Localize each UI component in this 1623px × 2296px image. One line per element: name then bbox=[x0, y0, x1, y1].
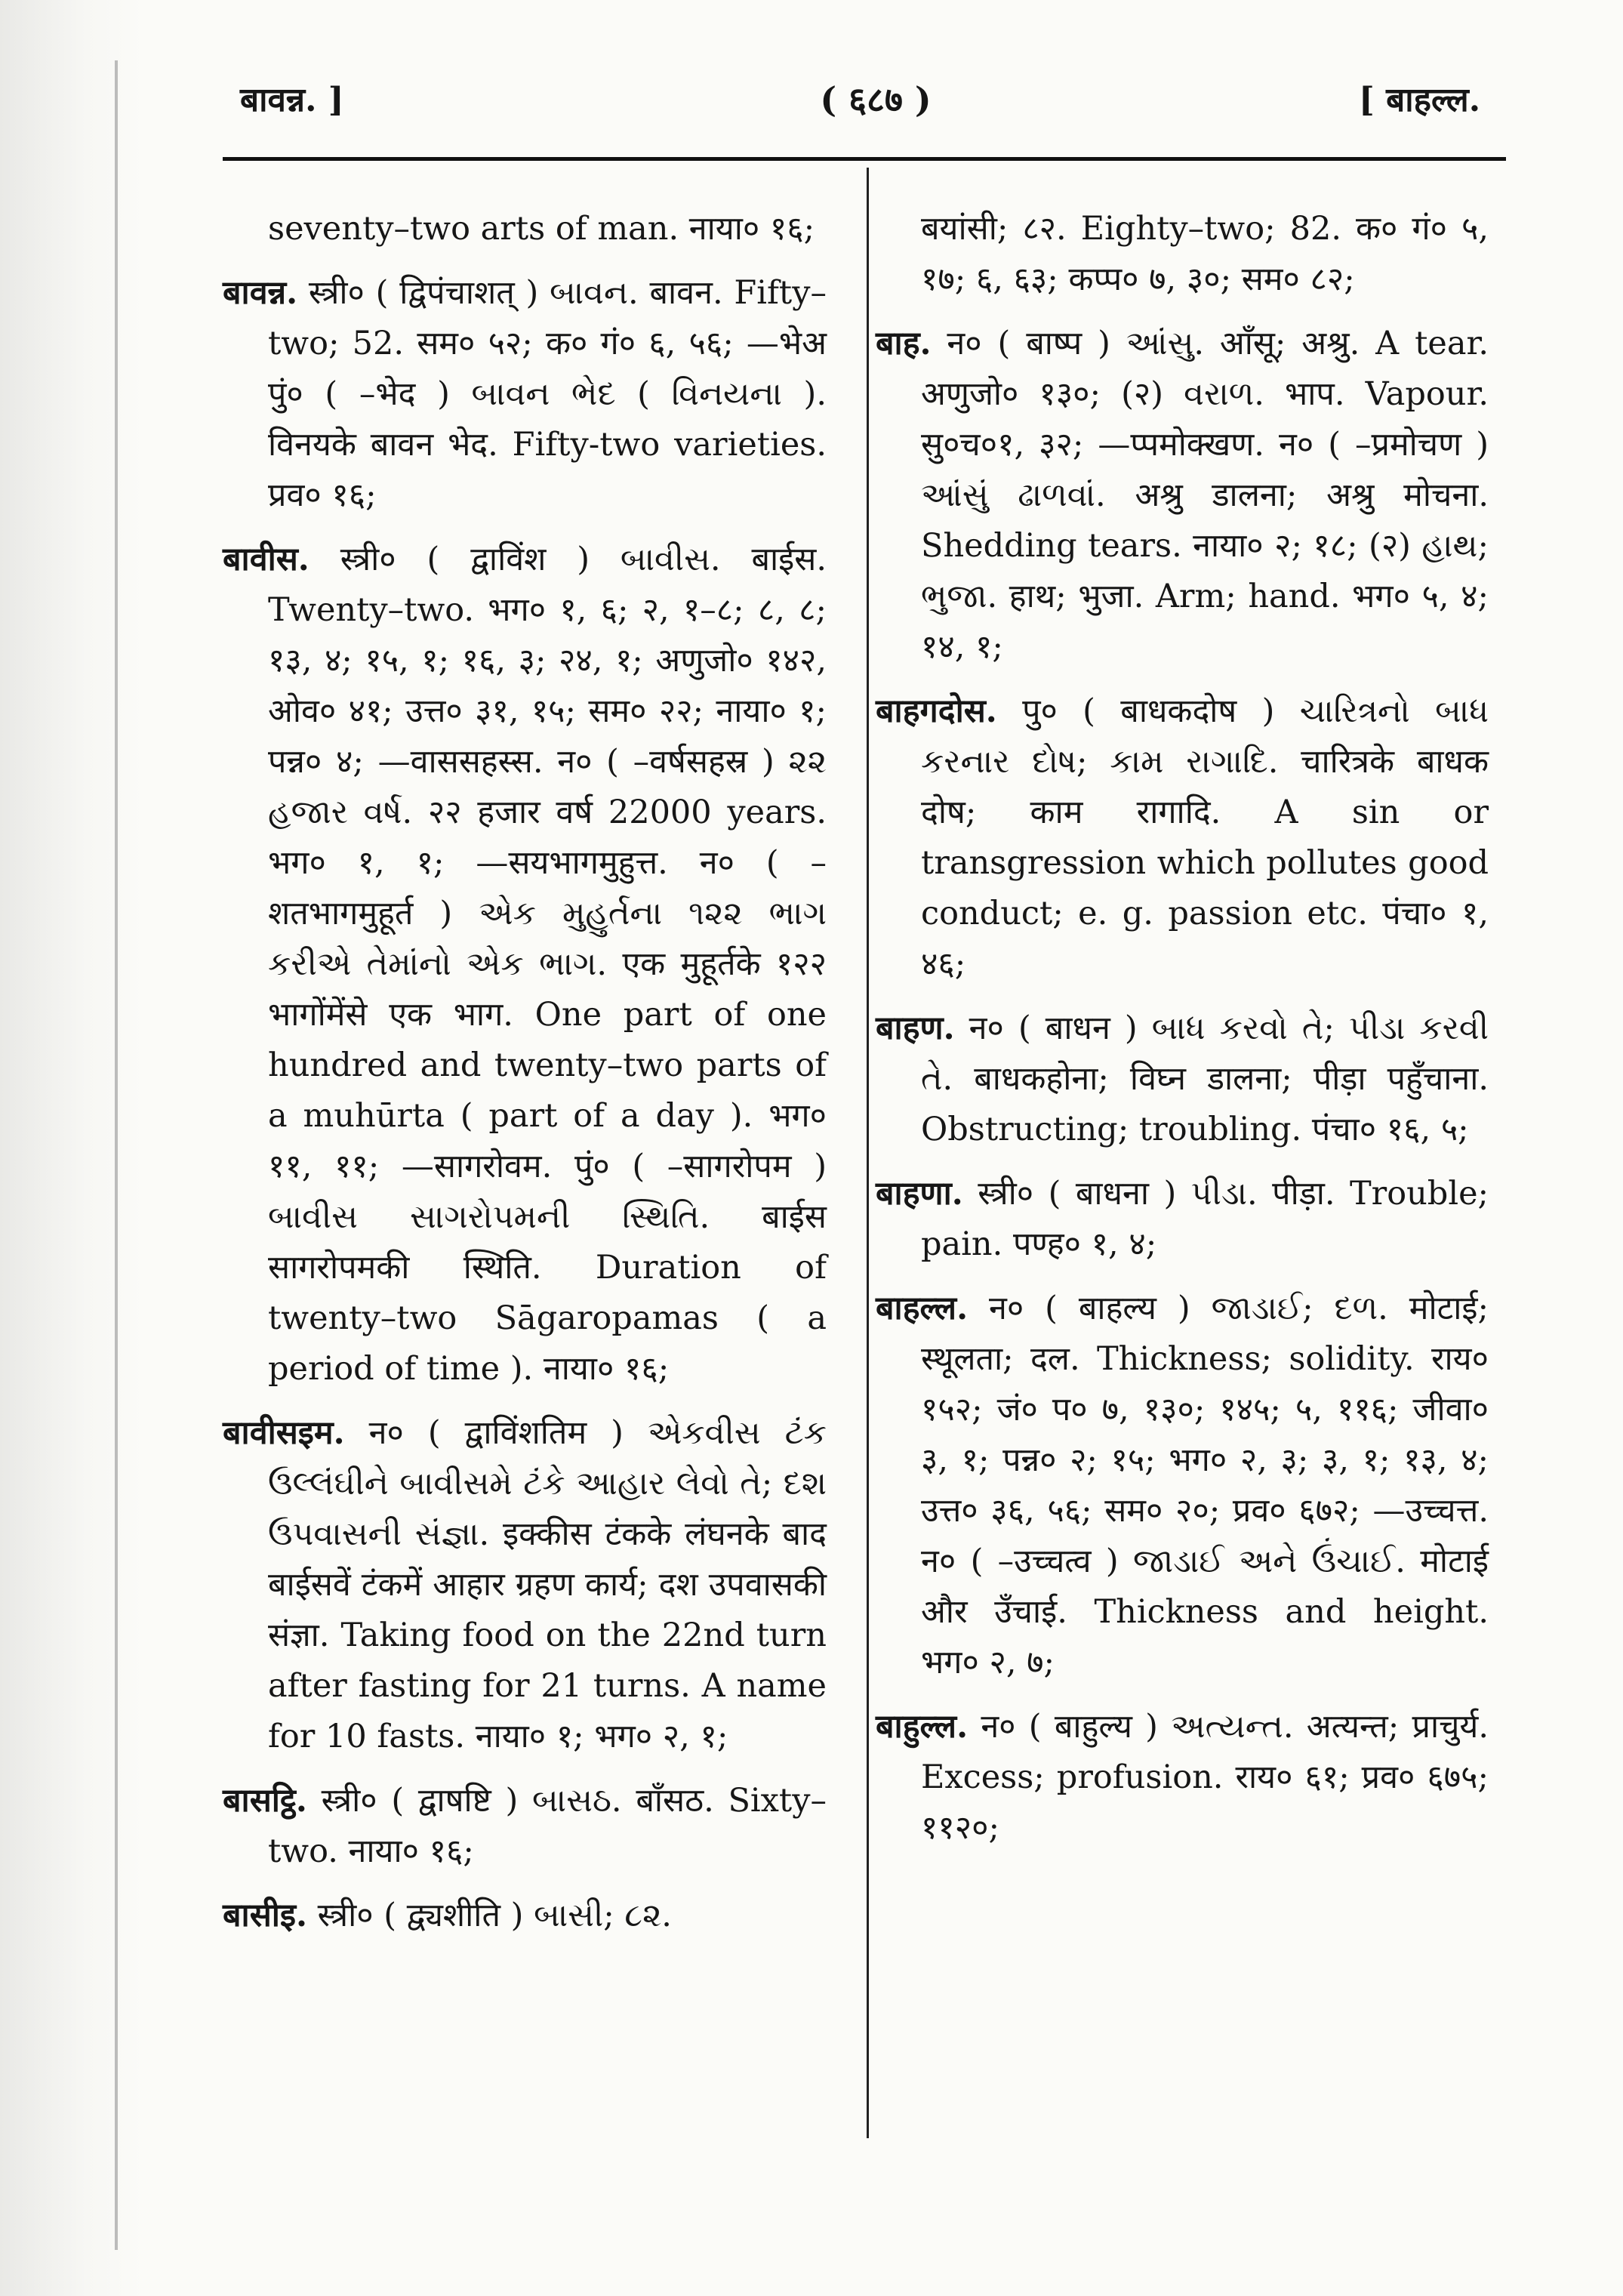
dictionary-entry bbox=[876, 1003, 1489, 1155]
entry-body: न० ( द्वाविंशतिम ) એકવીસ ટંક ઉલ્લંઘીને બાવીસમે ટંકે આહાર લેવો તે; દશ ઉપવાસની સંજ્ઞા. इक्कीस टंकके लंघनके बाद बाईसवें टंकमें आहार ग्रहण कार्य; दश उपवासकी संज्ञा. Taking food on the 22nd turn after fasting for 21 turns. A name for 10 fasts. नाया० १; भग० २, १; bbox=[268, 1414, 827, 1755]
entry-headword: बाहगदोस. bbox=[876, 692, 997, 730]
entry-body: स्त्री० ( द्व्यशीति ) બાસી; ૮૨. bbox=[317, 1897, 672, 1934]
entry-headword: बाहुल्ल. bbox=[876, 1708, 969, 1746]
entry-body: seventy–two arts of man. नाया० १६; bbox=[268, 210, 815, 248]
dictionary-entry bbox=[223, 1891, 827, 1941]
column-divider bbox=[867, 168, 869, 2138]
entry-headword: बाहणा. bbox=[876, 1175, 963, 1213]
dictionary-entry bbox=[223, 535, 827, 1395]
header-right-guide-word: [ बाहल्ल. bbox=[1359, 81, 1481, 119]
dictionary-entry bbox=[876, 686, 1489, 990]
dictionary-entry bbox=[876, 204, 1489, 305]
right-column bbox=[876, 204, 1489, 1867]
dictionary-entry bbox=[876, 319, 1489, 673]
entry-body: न० ( बाष्प ) આંસુ. आँसू; अश्रु. A tear. अणुजो० १३०; (२) વરાળ. भाप. Vapour. सु०च०१, ३२; —प्पमोक्खण. न० ( –प्रमोचण ) આંસું ઢાળવાં. अश्रु डालना; अश्रु मोचना. Shedding tears. नाया० २; १८; (२) હાથ; ભુજા. हाथ; भुजा. Arm; hand. भग० ५, ४; १४, १; bbox=[921, 325, 1489, 666]
entry-headword: बावीसइम. bbox=[223, 1414, 345, 1452]
dictionary-entry bbox=[876, 1169, 1489, 1270]
dictionary-entry bbox=[876, 1702, 1489, 1854]
entry-body: बयांसी; ८२. Eighty–two; 82. क० गं० ५, १७; ६, ६३; कप्प० ७, ३०; सम० ८२; bbox=[921, 210, 1489, 298]
dictionary-entry bbox=[223, 1408, 827, 1762]
entry-headword: बाहल्ल. bbox=[876, 1290, 969, 1327]
entry-body: न० ( बाहल्य ) જાડાઈ; દળ. मोटाई; स्थूलता; दल. Thickness; solidity. राय० १५२; जं० प० ७, १३०; १४५; ५, ११६; जीवा० ३, १; पन्न० २; १५; भग० २, ३; ३, १; १३, ४; उत्त० ३६, ५६; सम० २०; प्रव० ६७२; —उच्चत्त. न० ( –उच्चत्व ) જાડાઈ અને ઉંચાઈ. मोटाई और उँचाई. Thickness and height. भग० २, ७; bbox=[921, 1290, 1489, 1681]
entry-headword: बाहण. bbox=[876, 1009, 955, 1047]
dictionary-entry bbox=[223, 1776, 827, 1877]
entry-body: न० ( बाहुल्य ) અત્યન્ત. अत्यन्त; प्राचुर्य. Excess; profusion. राय० ६१; प्रव० ६७५; ११२०; bbox=[921, 1708, 1489, 1847]
header-rule bbox=[223, 157, 1506, 161]
page-edge-shading bbox=[0, 0, 143, 2296]
entry-headword: बासीइ. bbox=[223, 1897, 307, 1934]
entry-body: स्त्री० ( बाधना ) પીડા. पीड़ा. Trouble; pain. पण्ह० १, ४; bbox=[921, 1175, 1489, 1263]
header-left-guide-word: बावन्न. ] bbox=[240, 81, 344, 119]
entry-body: स्त्री० ( द्विपंचाशत् ) બાવન. बावन. Fifty–two; 52. सम० ५२; क० गं० ६, ५६; —भेअ पुं० ( –भेद ) બાવન ભેદ ( વિનયના ). विनयके बावन भेद. Fifty-two varieties. प्रव० १६; bbox=[268, 274, 827, 514]
entry-headword: बासट्ठि. bbox=[223, 1782, 307, 1820]
entry-headword: बावीस. bbox=[223, 541, 310, 578]
entry-headword: बावन्न. bbox=[223, 274, 298, 312]
entry-body: स्त्री० ( द्वाषष्टि ) બાસઠ. बाँसठ. Sixty–two. नाया० १६; bbox=[268, 1782, 827, 1870]
entry-body: पु० ( बाधकदोष ) ચારિત્રનો બાધ કરનાર દોષ; કામ રાગાદિ. चारित्रके बाधक दोष; काम रागादि. A sin or transgression which pollutes good conduct; e. g. passion etc. पंचा० १, ४६; bbox=[921, 692, 1489, 983]
dictionary-entry bbox=[876, 1284, 1489, 1688]
dictionary-entry bbox=[223, 204, 827, 254]
entry-headword: बाह. bbox=[876, 325, 932, 362]
entry-body: न० ( बाधन ) બાધ કરવો તે; પીડા કરવી તે. बाधकहोना; विघ्न डालना; पीड़ा पहुँचाना. Obstructing; troubling. पंचा० १६, ५; bbox=[921, 1009, 1489, 1148]
page-number: ( ६८७ ) bbox=[820, 79, 932, 120]
left-column bbox=[223, 204, 827, 1955]
dictionary-entry bbox=[223, 268, 827, 521]
binding-gutter-line bbox=[115, 60, 118, 2250]
entry-body: स्त्री० ( द्वाविंश ) બાવીસ. बाईस. Twenty–two. भग० १, ६; २, १–८; ८, ८; १३, ४; १५, १; १६, ३; २४, १; अणुजो० १४२, ओव० ४१; उत्त० ३१, १५; सम० २२; नाया० १; पन्न० ४; —वाससहस्स. न० ( –वर्षसहस्र ) ૨૨ હજાર વર્ષ. २२ हजार वर्ष 22000 years. भग० १, १; —सयभागमुहुत्त. न० ( –शतभागमुहूर्त ) એક મુહુર્તના ૧૨૨ ભાગ કરીએ તેમાંનો એક ભાગ. एक मुहूर्तके १२२ भागोंमेंसे एक भाग. One part of one hundred and twenty–two parts of a muhūrta ( part of a day ). भग० ११, ११; —सागरोवम. पुं० ( –सागरोपम ) બાવીસ સાગરોપમની સ્થિતિ. बाईस सागरोपमकी स्थिति. Duration of twenty–two Sāgaropamas ( a period of time ). नाया० १६; bbox=[268, 541, 827, 1388]
page-header bbox=[0, 0, 1623, 159]
